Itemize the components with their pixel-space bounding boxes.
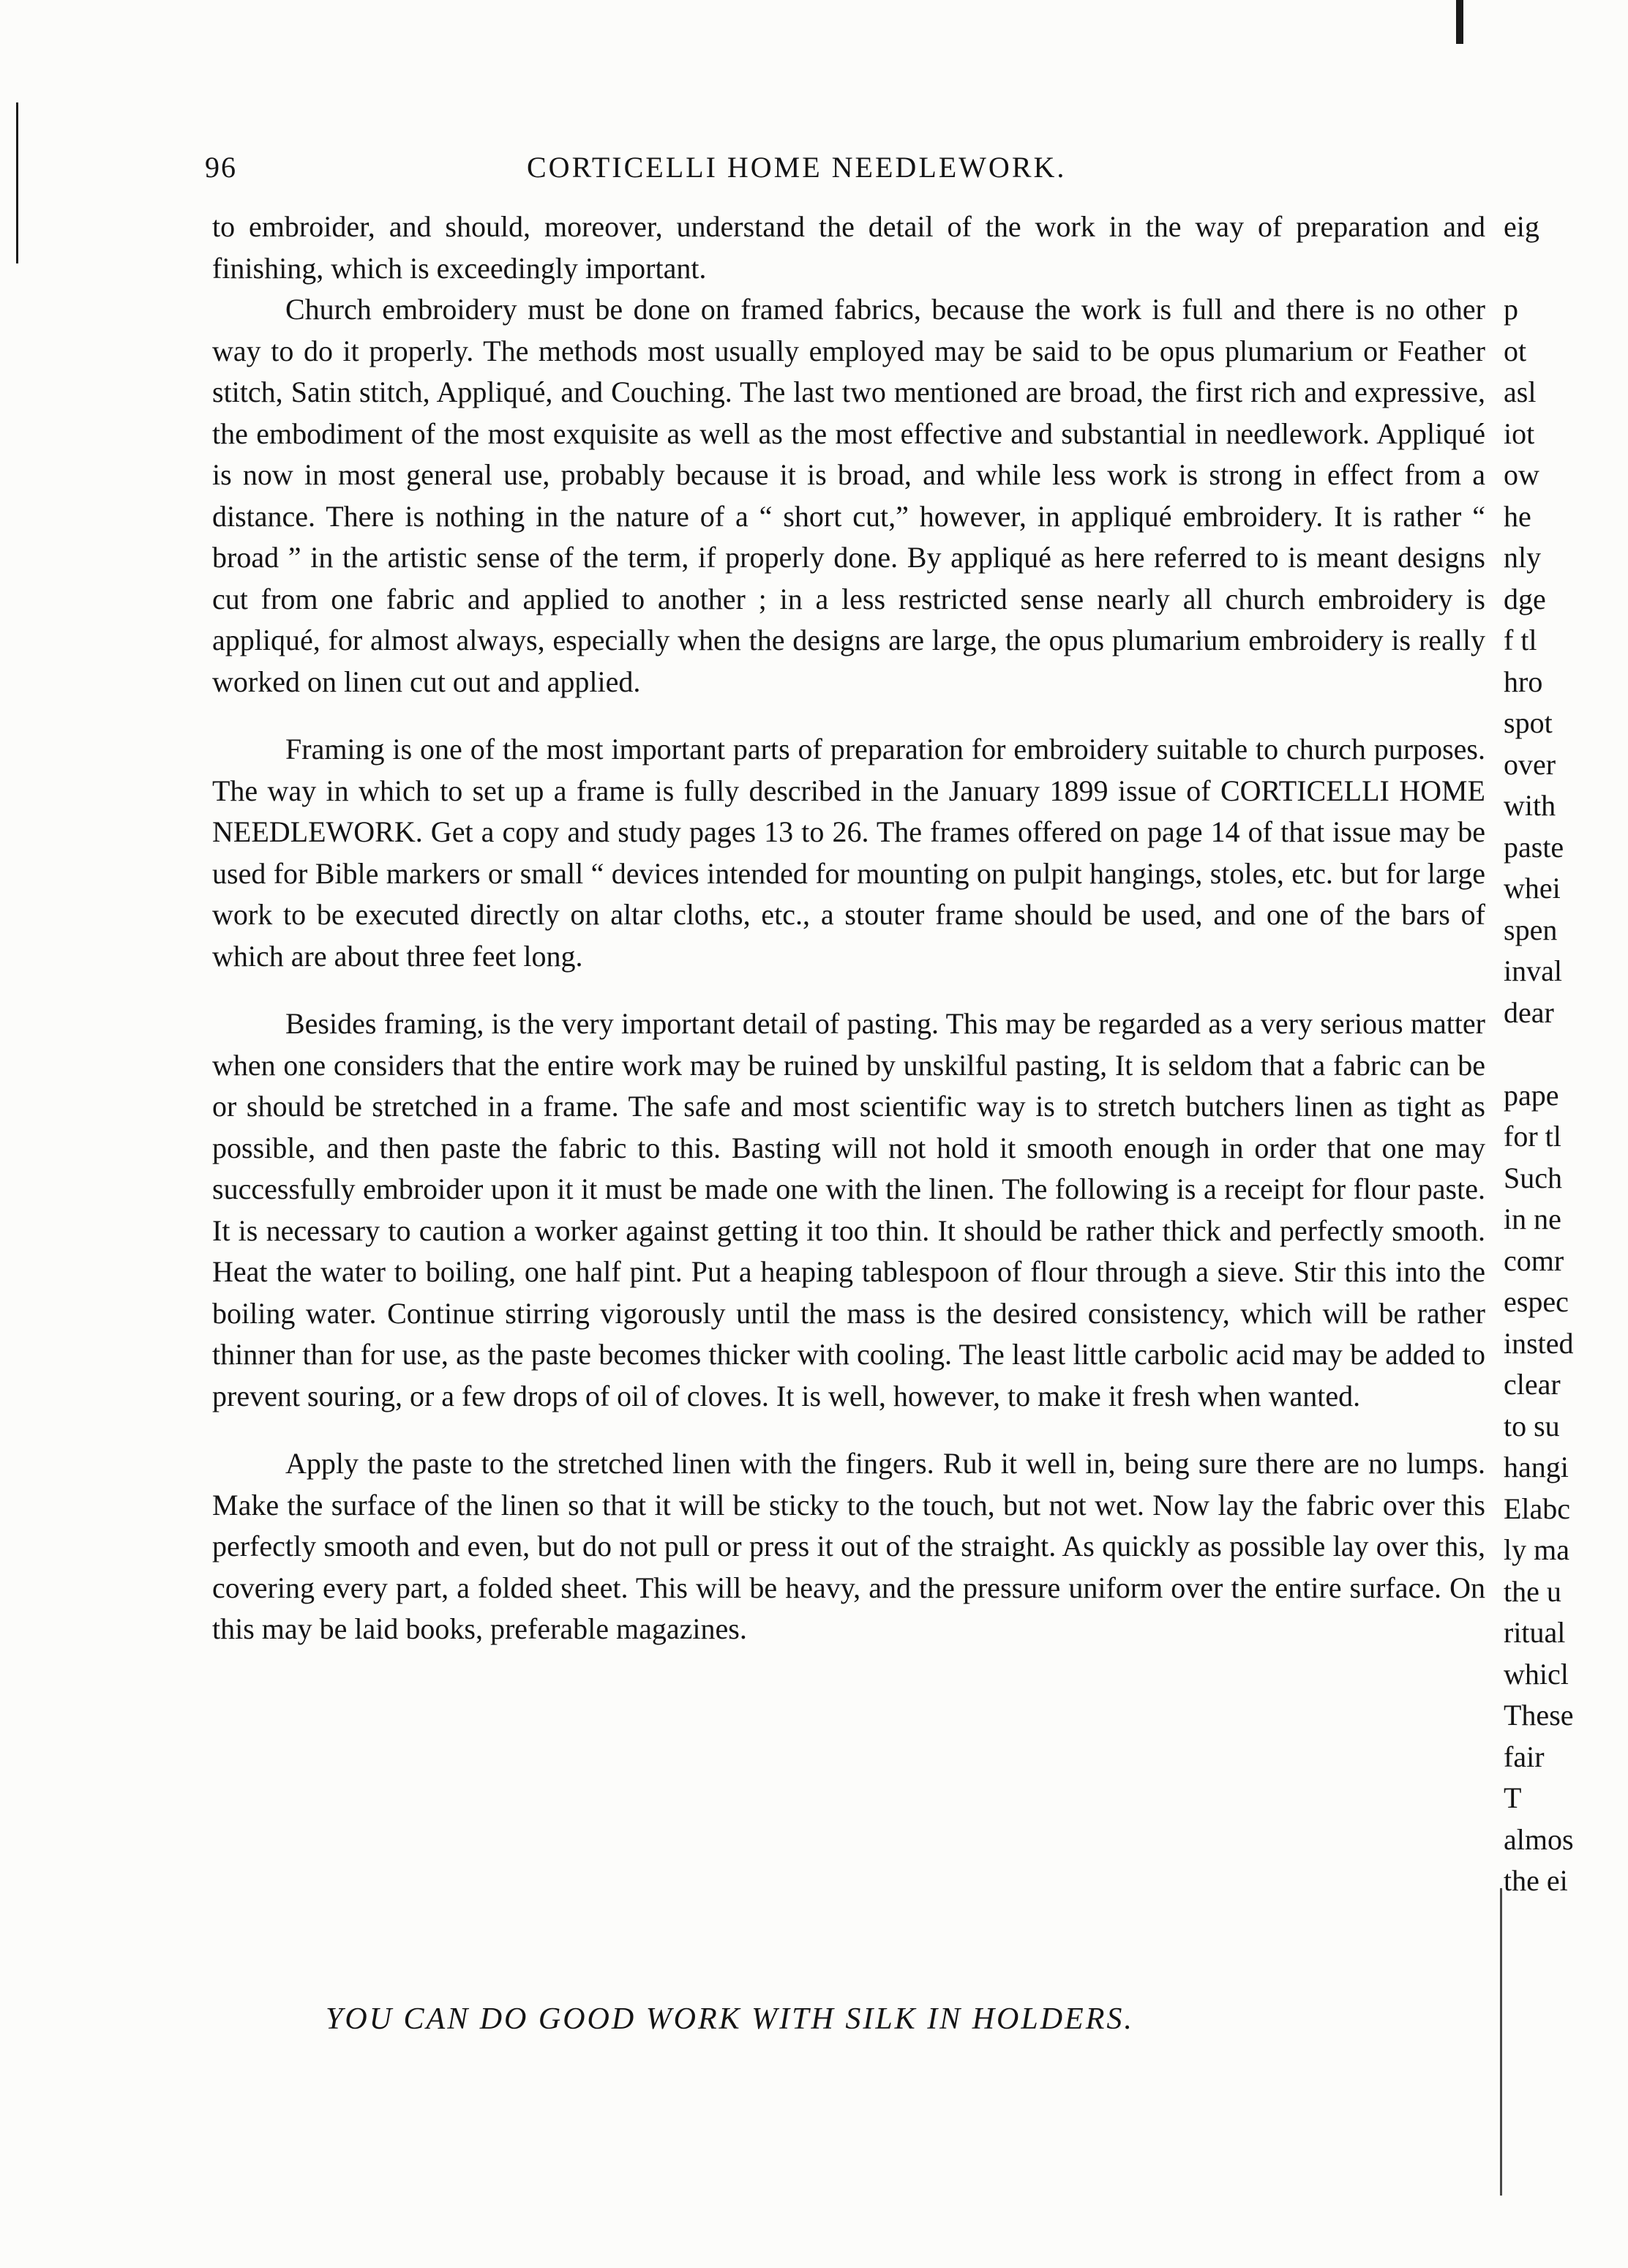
margin-fragment: eig	[1504, 210, 1539, 243]
margin-fragment: almos	[1504, 1822, 1574, 1856]
margin-fragment: ow	[1504, 458, 1539, 491]
binding-edge-mark	[16, 102, 18, 263]
bleed-through-margin	[1504, 206, 1624, 1902]
margin-fragment: pape	[1504, 1078, 1559, 1112]
margin-fragment: clear	[1504, 1368, 1561, 1401]
margin-fragment: dge	[1504, 582, 1546, 615]
paragraph-continuation: to embroider, and should, moreover, understand the detail of the work in the way of preparation and finishing, which is exceedingly important.	[212, 210, 1485, 285]
margin-fragment: the u	[1504, 1574, 1561, 1608]
margin-fragment: over	[1504, 747, 1556, 781]
margin-fragment	[1504, 1033, 1624, 1075]
margin-fragment	[1504, 248, 1624, 290]
margin-fragment: to su	[1504, 1409, 1560, 1442]
paragraph-framing: Framing is one of the most important parts of preparation for embroidery suitable to church purposes. The way in which to set up a frame is fully described in the January 1899 issue of CORTICELLI HOME NEEDLEWORK. Get a copy and study pages 13 to 26. The frames offered on page 14 of that issue may be used for Bible markers or small “ devices intended for mounting on pulpit hangings, stoles, etc. but for large work to be executed directly on altar cloths, etc., a stouter frame should be used, and one of the bars of which are about three feet long.	[212, 733, 1485, 973]
margin-fragment: spen	[1504, 913, 1558, 946]
margin-fragment: insted	[1504, 1326, 1574, 1360]
margin-fragment: whei	[1504, 872, 1561, 905]
margin-fragment: fair	[1504, 1740, 1545, 1773]
top-edge-mark	[1456, 0, 1463, 44]
running-title: CORTICELLI HOME NEEDLEWORK.	[527, 151, 1067, 184]
paragraph-pasting: Besides framing, is the very important detail of pasting. This may be regarded as a very serious matter when one considers that the entire work may be ruined by unskilful pasting, It is seldom that a fabric can be or should be stretched in a frame. The safe and most scientific way is to stretch butchers linen as tight as possible, and then paste the fabric to this. Basting will not hold it smooth enough in order that one may successfully embroider upon it it must be made one with the linen. The following is a receipt for flour paste. It is necessary to caution a worker against getting it too thin. It should be rather thick and perfectly smooth. Heat the water to boiling, one half pint. Put a heaping tablespoon of flour through a sieve. Stir this into the boiling water. Continue stirring vigorously until the mass is the desired consistency, which will be rather thinner than for use, as the paste becomes thicker with cooling. The least little carbolic acid may be added to prevent souring, or a few drops of oil of cloves. It is well, however, to make it fresh when wanted.	[212, 1007, 1485, 1412]
margin-fragment: espec	[1504, 1285, 1569, 1318]
margin-fragment: p	[1504, 293, 1518, 326]
margin-fragment: T	[1504, 1781, 1522, 1814]
margin-fragment: hangi	[1504, 1451, 1569, 1483]
margin-fragment: Such	[1504, 1161, 1562, 1194]
margin-fragment: comr	[1504, 1243, 1564, 1277]
margin-fragment: These	[1504, 1699, 1574, 1732]
margin-fragment: in ne	[1504, 1202, 1561, 1235]
margin-fragment: f tl	[1504, 624, 1537, 656]
margin-fragment: paste	[1504, 830, 1564, 864]
paragraph-church-embroidery: Church embroidery must be done on framed fabrics, because the work is full and there is no other way to do it properly. The methods most usually employed may be said to be opus plumarium or Feather stitch, Satin stitch, Appliqué, and Couching. The last two mentioned are broad, the first rich and expressive, the embodiment of the most exquisite as well as the most effective and substantial in needlework. Appliqué is now in most general use, probably because it is broad, and while less work is strong in effect from a distance. There is nothing in the nature of a “ short cut,” however, in appliqué embroidery. It is rather “ broad ” in the artistic sense of the term, if properly done. By appliqué as here referred to is meant designs cut from one fabric and applied to another ; in a less restricted sense nearly all church embroidery is appliqué, for almost always, especially when the designs are large, the opus plumarium embroidery is really worked on linen cut out and applied.	[212, 293, 1485, 698]
margin-fragment: inval	[1504, 954, 1562, 987]
body-text	[212, 206, 1485, 1650]
margin-fragment: iot	[1504, 416, 1535, 450]
margin-fragment: the ei	[1504, 1864, 1568, 1897]
margin-fragment: whicl	[1504, 1657, 1569, 1691]
margin-fragment: spot	[1504, 706, 1553, 739]
margin-fragment: ritual	[1504, 1616, 1566, 1649]
footer-slogan: YOU CAN DO GOOD WORK WITH SILK IN HOLDERS.	[326, 2002, 1134, 2036]
page-number: 96	[205, 151, 237, 184]
margin-fragment: ly ma	[1504, 1533, 1569, 1566]
margin-fragment: asl	[1504, 375, 1537, 408]
margin-fragment: he	[1504, 499, 1531, 533]
margin-fragment: hro	[1504, 665, 1543, 698]
binding-edge-mark	[1500, 1888, 1502, 2196]
margin-fragment: dear	[1504, 995, 1554, 1029]
margin-fragment: for tl	[1504, 1120, 1561, 1153]
margin-fragment: with	[1504, 789, 1556, 822]
paragraph-apply-paste: Apply the paste to the stretched linen with the fingers. Rub it well in, being sure there are no lumps. Make the surface of the linen so that it will be sticky to the touch, but not wet. Now lay the fabric over this perfectly smooth and even, but do not pull or press it out of the straight. As quickly as possible lay over this, covering every part, a folded sheet. This will be heavy, and the pressure uniform over the entire surface. On this may be laid books, preferable magazines.	[212, 1447, 1485, 1645]
margin-fragment: ot	[1504, 334, 1527, 367]
running-header	[205, 150, 1449, 194]
margin-fragment: nly	[1504, 541, 1542, 574]
margin-fragment: Elabc	[1504, 1492, 1571, 1525]
